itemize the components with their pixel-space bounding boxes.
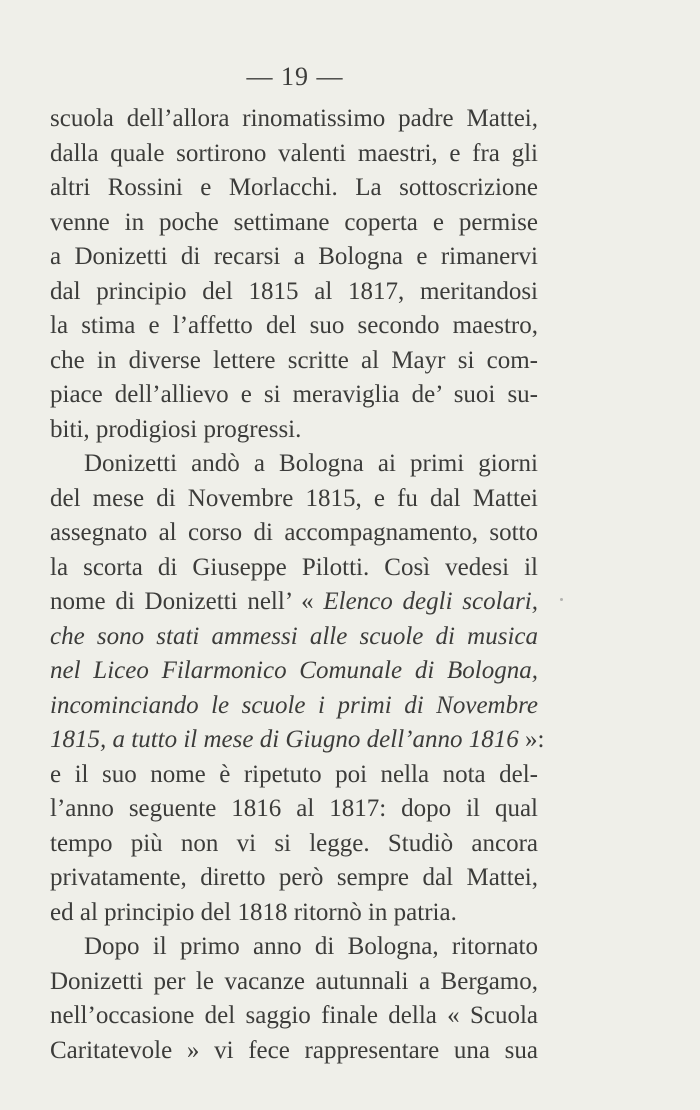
text-line: del mese di Novembre 1815, e fu dal Mattei (50, 484, 538, 512)
text-line: incominciando le scuole i primi di Novembre (50, 691, 538, 719)
text-line: l’anno seguente 1816 al 1817: dopo il qual (50, 795, 538, 822)
page-number: — 19 — (246, 62, 344, 91)
text-line: Donizetti per le vacanze autunnali a Bergamo, (50, 967, 538, 995)
text-line: Donizetti andò a Bologna ai primi giorni (84, 450, 538, 477)
text-line: assegnato al corso di accompagnamento, sotto (50, 519, 538, 546)
text-run: »: (518, 726, 545, 753)
text-line: privatamente, diretto però sempre dal Mattei, (50, 864, 538, 891)
text-line: dalla quale sortirono valenti maestri, e fra gli (50, 139, 538, 167)
text-line: venne in poche settimane coperta e permise (50, 208, 538, 236)
text-line: e il suo nome è ripetuto poi nella nota del- (50, 760, 538, 788)
text-line: dal principio del 1815 al 1817, meritandosi (50, 277, 538, 305)
text-line: ed al principio del 1818 ritornò in patria. (50, 898, 457, 926)
text-line: nel Liceo Filarmonico Comunale di Bologna, (50, 657, 538, 684)
text-line: tempo più non vi si legge. Studiò ancora (50, 829, 538, 857)
text-line: che in diverse lettere scritte al Mayr si com- (50, 346, 538, 374)
text-line: scuola dell’allora rinomatissimo padre Mattei, (50, 105, 538, 132)
text-line (50, 723, 545, 758)
italic-title: 1815, a tutto il mese di Giugno dell’anno 1816 (50, 726, 519, 753)
text-line: altri Rossini e Morlacchi. La sottoscrizione (50, 174, 538, 201)
text-line: la stima e l’affetto del suo secondo maestro, (50, 312, 538, 339)
text-line: biti, prodigiosi progressi. (50, 415, 302, 443)
italic-title: Elenco degli scolari, (323, 588, 539, 615)
text-line: piace dell’allievo e si meraviglia de’ suoi su- (50, 381, 538, 408)
text-line: a Donizetti di recarsi a Bologna e rimanervi (50, 243, 538, 270)
text-line: Caritatevole » vi fece rappresentare una sua (50, 1036, 538, 1064)
text-line: la scorta di Giuseppe Pilotti. Così vedesi il (50, 553, 538, 581)
paper-speck (560, 598, 563, 601)
text-line: che sono stati ammessi alle scuole di musica (50, 622, 538, 650)
text-line: Dopo il primo anno di Bologna, ritornato (84, 933, 538, 960)
text-line: nell’occasione del saggio finale della « Scuola (50, 1002, 538, 1029)
text-line (50, 585, 538, 620)
body-text (50, 102, 545, 1068)
text-run: nome di Donizetti nell’ « (50, 588, 324, 615)
